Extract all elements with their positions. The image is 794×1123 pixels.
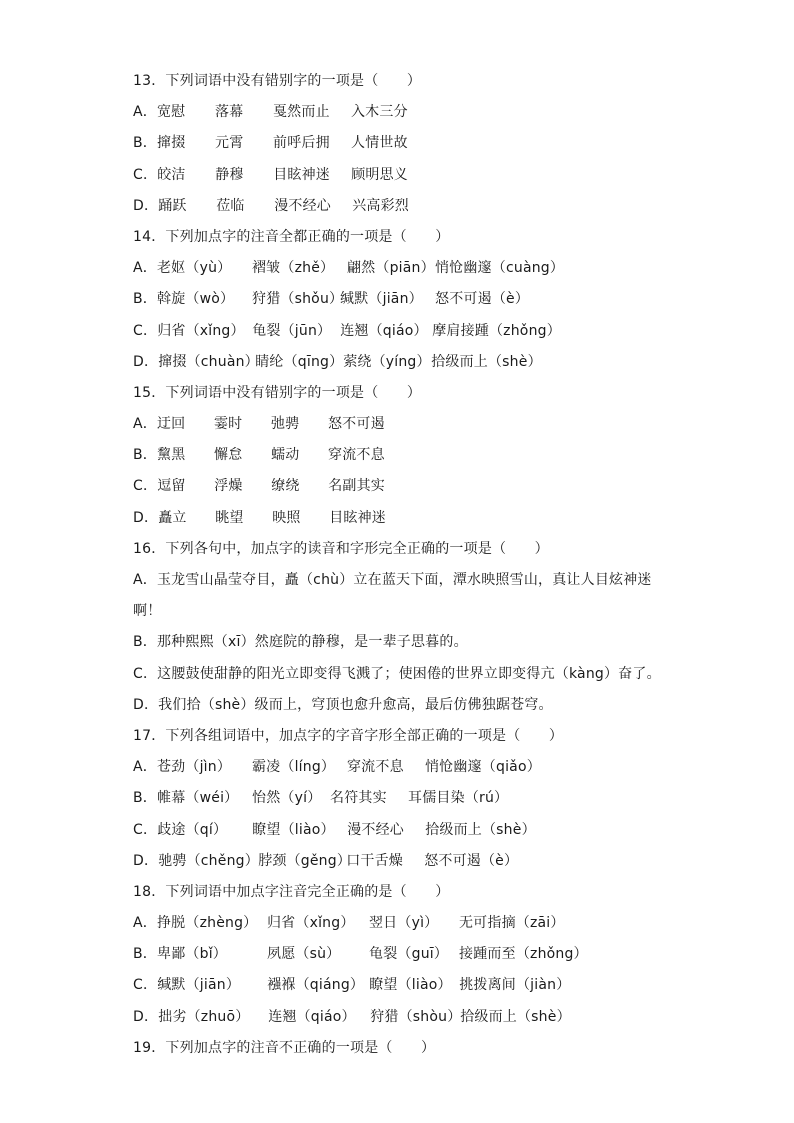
question-text: 15．下列词语中没有错别字的一项是（ ） xyxy=(133,384,422,401)
option-word: 矗立 xyxy=(158,509,187,526)
question-text: 13．下列词语中没有错别字的一项是（ ） xyxy=(133,73,422,89)
question-text: C．这腰鼓使甜静的阳光立即变得飞溅了；使困倦的世界立即变得亢（kàng）奋了。 xyxy=(133,665,661,682)
option-word: 苍劲（jìn） xyxy=(156,759,232,776)
option-word: 龟裂（jūn） xyxy=(252,322,332,339)
option-word: 狩猎（shǒu） xyxy=(252,291,344,308)
option-word: 悄怆幽邃（qiǎo） xyxy=(424,759,541,776)
option-word: 撺掇（chuàn） xyxy=(158,353,259,370)
option-word: 连翘（qiáo） xyxy=(268,1008,356,1025)
option-word: 脖颈（gěng） xyxy=(258,852,352,869)
option-word: 挑拨离间（jiàn） xyxy=(459,977,571,994)
option-word: 怡然（yí） xyxy=(252,790,322,807)
answer-option xyxy=(133,815,734,846)
option-word: 怒不可遏 xyxy=(327,416,385,433)
option-word: 狩猎（shòu） xyxy=(370,1008,462,1025)
option-word: 兴高彩烈 xyxy=(352,197,409,214)
answer-option xyxy=(133,160,734,191)
option-word: 踊跃 xyxy=(158,197,187,214)
option-label: A． xyxy=(133,416,157,433)
option-label: D． xyxy=(133,509,159,526)
option-label: B． xyxy=(133,790,158,807)
option-word: 皎洁 xyxy=(157,166,186,183)
option-word: 元霄 xyxy=(215,135,244,152)
option-word: 漫不经心 xyxy=(274,197,331,214)
option-word: 莅临 xyxy=(216,197,245,214)
option-word: 睛纶（qīng） xyxy=(255,353,344,370)
option-word: 翩然（piān） xyxy=(346,260,435,277)
option-word: 卑鄙（bǐ） xyxy=(157,946,227,963)
option-label: B． xyxy=(133,291,158,308)
question-text: B．那种熙熙（xī）然庭院的静穆，是一辈子思暮的。 xyxy=(133,634,468,651)
option-label: B． xyxy=(133,946,158,963)
option-word: 歧途（qí） xyxy=(157,821,228,838)
option-word: 耳儒目染（rú） xyxy=(408,790,509,807)
option-word: 怒不可遏（è） xyxy=(424,852,519,869)
answer-option xyxy=(133,191,734,222)
answer-option xyxy=(133,471,734,502)
option-word: 接踵而至（zhǒng） xyxy=(459,946,588,963)
option-word: 名副其实 xyxy=(328,478,385,495)
option-word: 拙劣（zhuō） xyxy=(158,1008,250,1025)
option-word: 蠕动 xyxy=(271,447,300,464)
option-word: 浮燥 xyxy=(214,478,243,495)
option-word: 萦绕（yíng） xyxy=(343,353,431,370)
option-word: 静穆 xyxy=(215,166,244,183)
question-text: A．玉龙雪山晶莹夺目，矗（chù）立在蓝天下面，潭水映照雪山，真让人目炫神迷 xyxy=(133,572,652,588)
question-text: 19．下列加点字的注音不正确的一项是（ ） xyxy=(133,1039,436,1056)
answer-option xyxy=(133,783,734,814)
option-word: 缭绕 xyxy=(271,478,300,495)
option-word: 瞭望（liào） xyxy=(252,821,335,838)
option-word: 名符其实 xyxy=(330,790,387,807)
option-word: 无可指摘（zāi） xyxy=(458,915,565,932)
option-word: 连翘（qiáo） xyxy=(340,322,428,339)
option-word: 帷幕（wéi） xyxy=(157,790,239,807)
option-label: B． xyxy=(133,135,158,152)
answer-option xyxy=(133,752,734,783)
option-label: D． xyxy=(133,852,159,869)
option-word: 宽慰 xyxy=(156,104,186,121)
option-label: A． xyxy=(133,915,157,932)
option-word: 霎时 xyxy=(213,416,243,433)
option-word: 褶皱（zhě） xyxy=(251,260,335,277)
answer-option xyxy=(133,846,734,877)
option-label: C． xyxy=(133,977,158,994)
option-word: 摩肩接踵（zhǒng） xyxy=(432,322,561,339)
option-word: 怒不可遏（è） xyxy=(435,291,530,308)
answer-option xyxy=(133,253,734,284)
option-word: 襁褓（qiáng） xyxy=(267,977,365,994)
question-text: 17．下列各组词语中，加点字的字音字形全部正确的一项是（ ） xyxy=(133,727,564,744)
option-word: 拾级而上（shè） xyxy=(431,353,542,370)
answer-option xyxy=(133,128,734,159)
answer-option xyxy=(133,939,734,970)
option-word: 缄默（jiān） xyxy=(157,977,241,994)
option-word: 人情世故 xyxy=(351,135,408,152)
option-word: 缄默（jiān） xyxy=(340,291,423,308)
option-word: 眺望 xyxy=(215,509,244,526)
answer-option xyxy=(133,409,734,440)
option-word: 穿流不息 xyxy=(346,759,404,776)
option-label: C． xyxy=(133,322,158,339)
option-word: 瞭望（liào） xyxy=(369,977,452,994)
answer-option xyxy=(133,440,734,471)
answer-option xyxy=(133,316,734,347)
option-word: 挣脱（zhèng） xyxy=(156,915,258,932)
answer-option xyxy=(133,1002,734,1033)
option-word: 逗留 xyxy=(157,478,186,495)
option-word: 目眩神迷 xyxy=(273,166,330,183)
option-word: 映照 xyxy=(272,509,301,526)
option-word: 口干舌燥 xyxy=(346,852,403,869)
option-word: 穿流不息 xyxy=(328,447,385,464)
answer-option xyxy=(133,908,734,939)
option-label: D． xyxy=(133,197,159,214)
option-word: 懈怠 xyxy=(214,447,243,464)
option-word: 翌日（yì） xyxy=(368,915,439,932)
option-word: 悄怆幽邃（cuàng） xyxy=(434,260,565,277)
option-word: 戛然而止 xyxy=(272,104,330,121)
option-word: 目眩神迷 xyxy=(329,509,386,526)
option-word: 撺掇 xyxy=(157,135,186,152)
question-text: 16．下列各句中，加点字的读音和字形完全正确的一项是（ ） xyxy=(133,540,549,557)
option-label: D． xyxy=(133,1008,159,1025)
answer-option xyxy=(133,284,734,315)
answer-option xyxy=(133,97,734,128)
option-label: C． xyxy=(133,821,158,838)
option-label: C． xyxy=(133,478,158,495)
option-word: 漫不经心 xyxy=(347,821,404,838)
option-word: 龟裂（guī） xyxy=(369,946,449,963)
option-word: 老妪（yù） xyxy=(156,260,232,277)
answer-option xyxy=(133,347,734,378)
option-label: A． xyxy=(133,104,157,121)
option-word: 驰骋（chěng） xyxy=(158,852,259,869)
option-label: A． xyxy=(133,260,157,277)
option-label: B． xyxy=(133,447,158,464)
question-text: 18．下列词语中加点字注音完全正确的是（ ） xyxy=(133,883,450,900)
option-word: 拾级而上（shè） xyxy=(425,821,536,838)
option-label: A． xyxy=(133,759,157,776)
option-word: 黧黑 xyxy=(157,447,186,464)
option-word: 弛骋 xyxy=(270,416,300,433)
option-word: 拾级而上（shè） xyxy=(460,1008,571,1025)
option-word: 夙愿（sù） xyxy=(267,946,341,963)
question-text: D．我们拾（shè）级而上，穹顶也愈升愈高，最后仿佛独踞苍穹。 xyxy=(133,696,553,713)
question-text: 14．下列加点字的注音全都正确的一项是（ ） xyxy=(133,228,450,245)
option-word: 前呼后拥 xyxy=(273,135,330,152)
option-word: 霸凌（líng） xyxy=(251,759,336,776)
option-word: 入木三分 xyxy=(350,104,408,121)
question-text: 啊！ xyxy=(133,603,162,620)
option-label: D． xyxy=(133,353,159,370)
answer-option xyxy=(133,503,734,534)
option-word: 归省（xǐng） xyxy=(266,915,355,932)
option-label: C． xyxy=(133,166,158,183)
answer-option xyxy=(133,970,734,1001)
option-word: 归省（xǐng） xyxy=(157,322,245,339)
option-word: 顾明思义 xyxy=(351,166,408,183)
option-word: 落幕 xyxy=(214,104,244,121)
option-word: 迂回 xyxy=(156,416,186,433)
option-word: 斡旋（wò） xyxy=(157,291,235,308)
